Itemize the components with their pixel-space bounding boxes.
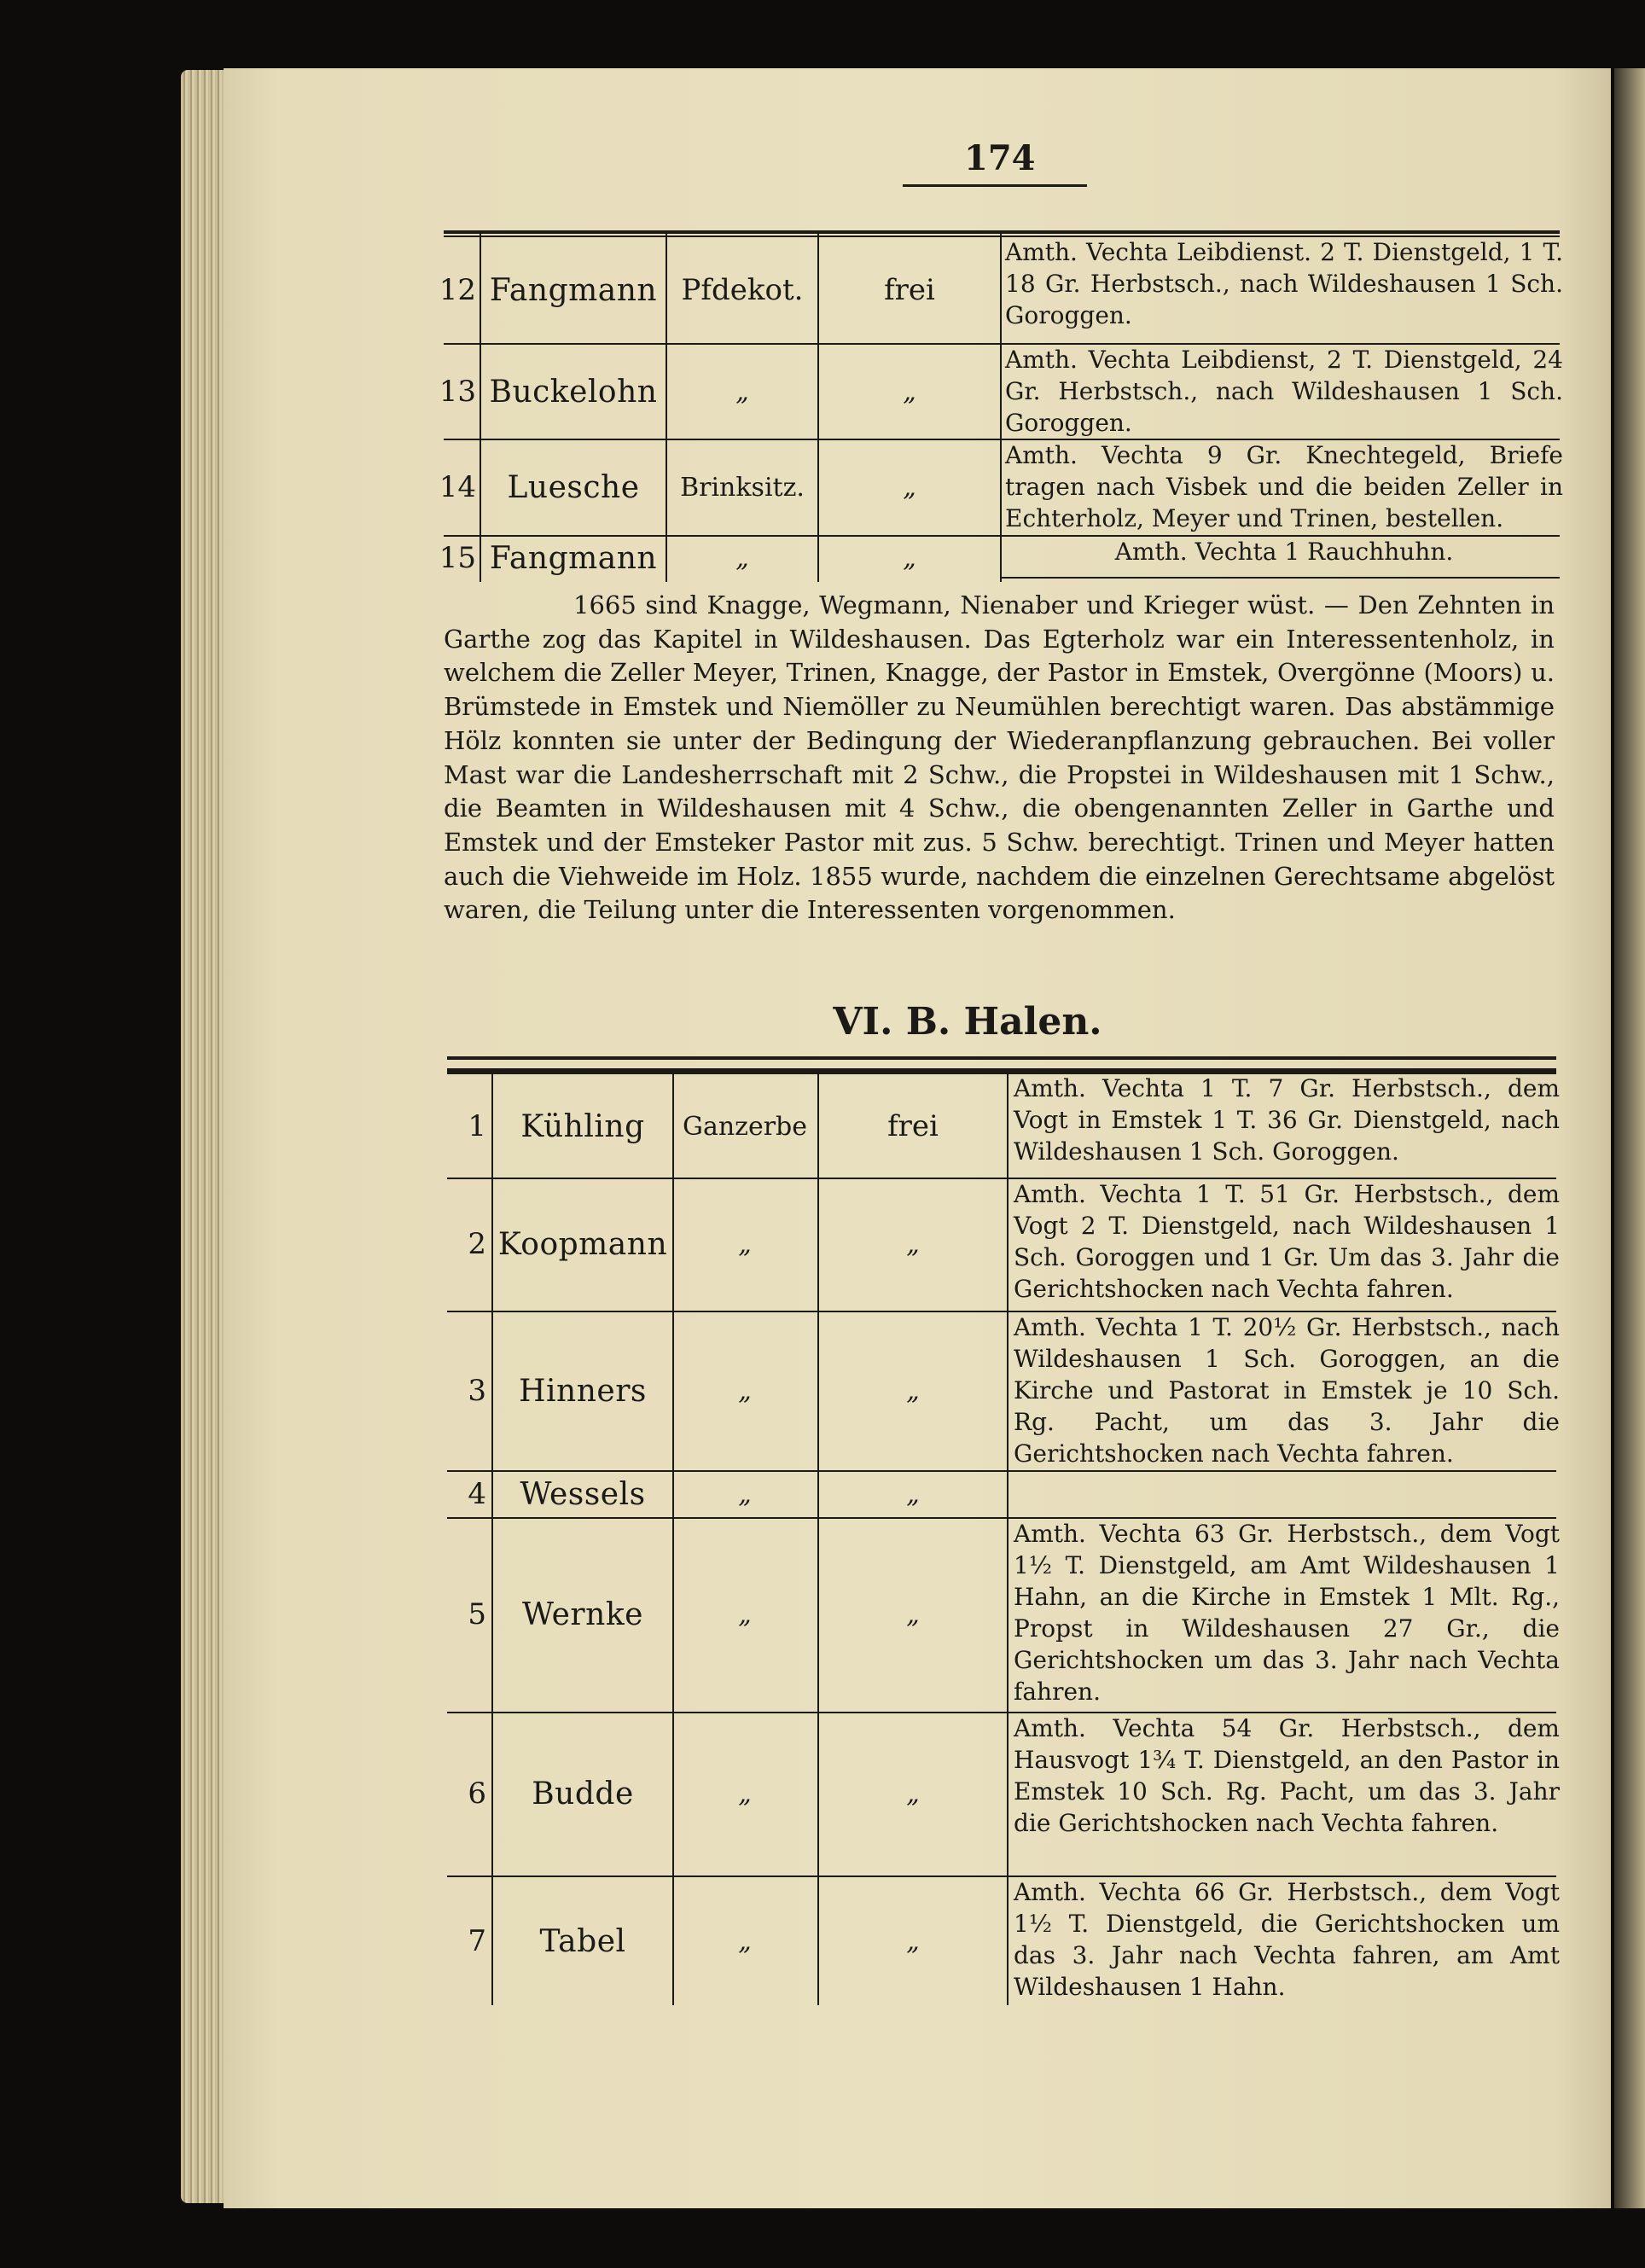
owner-name: Hinners [519, 1373, 647, 1409]
table-bottom-rule [447, 1056, 1556, 1060]
row-number: 15 [439, 541, 476, 575]
holding-status: „ [738, 1926, 752, 1957]
owner-name: Budde [532, 1776, 634, 1811]
obligations: Amth. Vechta 63 Gr. Herbstsch., dem Vogt 1½ T. Dienstgeld, am Amt Wildeshausen 1 Hahn, an die Kirche in Emstek 1 Mlt. Rg., Propst in Wildeshausen 27 Gr., die Gerichtshocken um das 3. Jahr nach Vechta fahren. [1014, 1520, 1560, 1706]
owner-name: Fangmann [489, 540, 658, 576]
holding-status: „ [738, 1375, 752, 1406]
obligations [1010, 1472, 1563, 1516]
row-number: 5 [468, 1597, 486, 1631]
obligations: Amth. Vechta 1 T. 20½ Gr. Herbstsch., nach Wildeshausen 1 Sch. Goroggen, an die Kirche und Pastorat in Emstek je 10 Sch. Rg. Pacht, um das 3. Jahr die Gerichtshocken nach Vechta fahren. [1014, 1313, 1560, 1468]
tenure: „ [906, 1778, 920, 1809]
tenure: frei [887, 1109, 939, 1143]
owner-name: Wessels [520, 1476, 646, 1512]
holding-status: „ [735, 543, 749, 573]
tenure: „ [906, 1926, 920, 1957]
row-number: 14 [439, 470, 476, 504]
row-number: 6 [468, 1777, 486, 1811]
owner-name: Wernke [522, 1596, 643, 1632]
row-number: 1 [468, 1109, 486, 1143]
owner-name: Luesche [507, 469, 640, 505]
owner-name: Koopmann [497, 1226, 668, 1262]
row-number: 3 [468, 1374, 486, 1408]
row-number: 4 [468, 1477, 486, 1511]
tenure: frei [884, 273, 935, 307]
tenure: „ [903, 376, 916, 407]
holding-status: „ [738, 1599, 752, 1630]
tenure: „ [906, 1229, 920, 1259]
owner-name: Tabel [539, 1923, 626, 1959]
tenure: „ [903, 472, 916, 503]
row-number: 12 [439, 273, 476, 307]
tenure: „ [906, 1375, 920, 1406]
row-number: 7 [468, 1924, 486, 1958]
page-number: 174 [964, 138, 1036, 178]
obligations: Amth. Vechta 1 T. 7 Gr. Herbstsch., dem Vogt in Emstek 1 T. 36 Gr. Dienstgeld, nach Wildeshausen 1 Sch. Goroggen. [1014, 1074, 1560, 1166]
tenure: „ [906, 1599, 920, 1630]
holding-status: Ganzerbe [682, 1111, 808, 1142]
holding-status: „ [738, 1778, 752, 1809]
obligations: Amth. Vechta 9 Gr. Knechtegeld, Briefe tragen nach Visbek und die beiden Zeller in Echterholz, Meyer und Trinen, bestellen. [1005, 441, 1563, 532]
obligations: Amth. Vechta 1 Rauchhuhn. [1114, 538, 1454, 566]
holding-status: „ [738, 1229, 752, 1259]
obligations: Amth. Vechta 54 Gr. Herbstsch., dem Hausvogt 1¾ T. Dienstgeld, an den Pastor in Emstek 10 Sch. Rg. Pacht, um das 3. Jahr die Gerichtshocken nach Vechta fahren. [1014, 1714, 1560, 1837]
row-number: 2 [468, 1227, 486, 1261]
holding-status: Brinksitz. [680, 472, 805, 503]
tenure: „ [906, 1479, 920, 1509]
row-number: 13 [439, 375, 476, 409]
obligations: Amth. Vechta Leibdienst, 2 T. Dienstgeld, 24 Gr. Herbstsch., nach Wildeshausen 1 Sch. Goroggen. [1005, 346, 1563, 437]
obligations: Amth. Vechta 66 Gr. Herbstsch., dem Vogt 1½ T. Dienstgeld, die Gerichtshocken um das 3. Jahr nach Vechta fahren, am Amt Wildeshausen 1 Hahn. [1014, 1878, 1560, 2001]
page-number-rule [903, 184, 1087, 187]
tenure: „ [903, 543, 916, 573]
owner-name: Fangmann [489, 272, 658, 308]
holding-status: „ [735, 376, 749, 407]
table-top-rule [444, 230, 1560, 234]
obligations: Amth. Vechta Leibdienst. 2 T. Dienstgeld, 1 T. 18 Gr. Herbstsch., nach Wildeshausen 1 Sch. Goroggen. [1005, 238, 1563, 329]
holding-status: „ [738, 1479, 752, 1509]
body-paragraph: 1665 sind Knagge, Wegmann, Nienaber und Krieger wüst. — Den Zehnten in Garthe zog das Kapitel in Wildeshausen. Das Egterholz war ein Interessentenholz, in welchem die Zeller Meyer, Trinen, Knagge, der Pastor in Emstek, Overgönne (Moors) u. Brümstede in Emstek und Niemöller zu Neumühlen berechtigt waren. Das abstämmige Hölz konnten sie unter der Bedingung der Wiederanpflanzung gebrauchen. Bei voller Mast war die Landesherrschaft mit 2 Schw., die Propstei in Wildeshausen mit 1 Schw., die Beamten in Wildeshausen mit 4 Schw., die obengenannten Zeller in Garthe und Emstek und der Emsteker Pastor mit zus. 5 Schw. berechtigt. Trinen und Meyer hatten auch die Viehweide im Holz. 1855 wurde, nachdem die einzelnen Gerechtsame abgelöst waren, die Teilung unter die Interessenten vorgenommen. [444, 590, 1555, 925]
obligations: Amth. Vechta 1 T. 51 Gr. Herbstsch., dem Vogt 2 T. Dienstgeld, nach Wildeshausen 1 Sch. Goroggen und 1 Gr. Um das 3. Jahr die Gerichtshocken nach Vechta fahren. [1014, 1180, 1560, 1303]
owner-name: Buckelohn [489, 374, 658, 410]
next-page-edge [1614, 68, 1645, 2208]
holding-status: Pfdekot. [681, 273, 804, 307]
section-heading: VI. B. Halen. [833, 1000, 1102, 1044]
owner-name: Kühling [520, 1108, 645, 1144]
